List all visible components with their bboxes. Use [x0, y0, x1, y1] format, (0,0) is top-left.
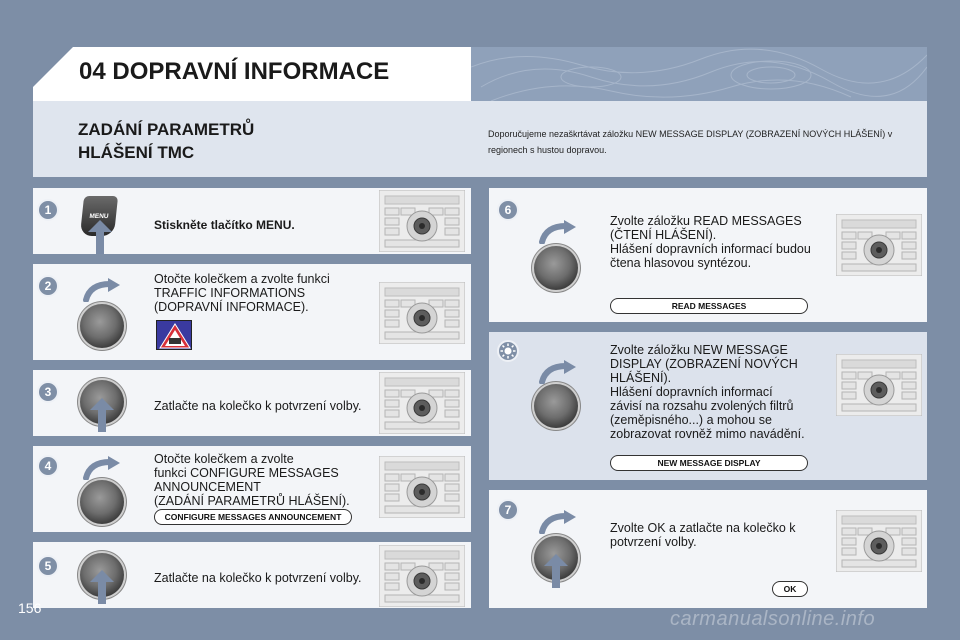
menu-button-label: MENU — [89, 213, 109, 220]
section-title — [78, 118, 254, 164]
step-7-line-2: potvrzení volby. — [610, 535, 697, 549]
press-arrow-icon — [88, 220, 112, 254]
step-3-badge: 3 — [37, 381, 59, 403]
step-6-badge: 6 — [497, 199, 519, 221]
step-3-text: Zatlačte na kolečko k potvrzení volby. — [154, 399, 362, 413]
recommendation-note: Doporučujeme nezaškrtávat záložku NEW MESSAGE DISPLAY (ZOBRAZENÍ NOVÝCH HLÁŠENÍ) v regionech s hustou dopravou. — [488, 129, 893, 155]
step-4-line-2: funkci CONFIGURE MESSAGES — [154, 466, 339, 480]
step-6-line-1: Zvolte záložku READ MESSAGES — [610, 214, 802, 228]
rotate-arrow-icon — [82, 278, 122, 302]
new-message-display-line-2: DISPLAY (ZOBRAZENÍ NOVÝCH — [610, 357, 798, 371]
console-icon — [836, 354, 922, 416]
new-message-display-text — [610, 343, 805, 441]
step-6-line-4: čtena hlasovou syntézou. — [610, 256, 752, 270]
console-icon — [379, 372, 465, 434]
step-7-text — [610, 521, 796, 549]
step-2-text — [154, 272, 330, 314]
rotary-knob[interactable] — [80, 480, 124, 524]
rotary-knob[interactable] — [80, 304, 124, 348]
step-6-line-3: Hlášení dopravních informací budou — [610, 242, 811, 256]
press-arrow-icon — [90, 570, 114, 604]
watermark: carmanualsonline.info — [670, 608, 876, 630]
console-icon — [379, 456, 465, 518]
rotate-arrow-icon — [538, 220, 578, 244]
page-number: 156 — [18, 600, 42, 616]
press-arrow-icon — [90, 398, 114, 432]
read-messages-tab[interactable]: READ MESSAGES — [610, 298, 808, 314]
step-4-line-3: ANNOUNCEMENT — [154, 480, 261, 494]
console-icon — [379, 545, 465, 607]
rotate-arrow-icon — [82, 456, 122, 480]
traffic-info-icon — [156, 320, 192, 350]
section-title-line-1: ZADÁNÍ PARAMETRŮ — [78, 120, 255, 139]
rotate-arrow-icon — [538, 510, 578, 534]
console-icon — [379, 282, 465, 344]
step-6-text — [610, 214, 811, 270]
step-2-line-1: Otočte kolečkem a zvolte funkci — [154, 272, 330, 286]
step-4-line-1: Otočte kolečkem a zvolte — [154, 452, 294, 466]
step-1-text: Stiskněte tlačítko MENU. — [154, 218, 295, 232]
new-message-display-line-5: závisí na rozsahu zvolených filtrů — [610, 399, 794, 413]
ok-button[interactable]: OK — [772, 581, 808, 597]
rotary-knob[interactable] — [534, 384, 578, 428]
step-7-line-1: Zvolte OK a zatlačte na kolečko k — [610, 521, 796, 535]
configure-messages-announcement-tab[interactable]: CONFIGURE MESSAGES ANNOUNCEMENT — [154, 509, 352, 525]
console-icon — [379, 190, 465, 252]
step-2-badge: 2 — [37, 275, 59, 297]
console-icon — [836, 510, 922, 572]
tip-badge — [497, 340, 519, 362]
sun-icon — [500, 343, 516, 359]
press-arrow-icon — [544, 554, 568, 588]
step-2-line-3: (DOPRAVNÍ INFORMACE). — [154, 300, 309, 314]
step-2-line-2: TRAFFIC INFORMATIONS — [154, 286, 306, 300]
new-message-display-line-1: Zvolte záložku NEW MESSAGE — [610, 343, 788, 357]
step-4-badge: 4 — [37, 455, 59, 477]
topographic-lines-decoration — [471, 47, 927, 101]
console-icon — [836, 214, 922, 276]
step-1-badge: 1 — [37, 199, 59, 221]
new-message-display-line-7: zobrazovat rovněž mimo navádění. — [610, 427, 805, 441]
step-4-text — [154, 452, 350, 508]
new-message-display-tab[interactable]: NEW MESSAGE DISPLAY — [610, 455, 808, 471]
step-4-line-4: (ZADÁNÍ PARAMETRŮ HLÁŠENÍ). — [154, 494, 350, 508]
step-6-line-2: (ČTENÍ HLÁŠENÍ). — [610, 228, 717, 242]
topographic-banner — [471, 47, 927, 101]
new-message-display-line-3: HLÁŠENÍ). — [610, 371, 672, 385]
rotate-arrow-icon — [538, 360, 578, 384]
page-title: 04 DOPRAVNÍ INFORMACE — [79, 58, 390, 85]
traffic-warning-icon — [157, 321, 193, 351]
step-5-text: Zatlačte na kolečko k potvrzení volby. — [154, 571, 362, 585]
rotary-knob[interactable] — [534, 246, 578, 290]
section-title-line-2: HLÁŠENÍ TMC — [78, 143, 195, 162]
step-5-badge: 5 — [37, 555, 59, 577]
step-7-badge: 7 — [497, 499, 519, 521]
new-message-display-line-4: Hlášení dopravních informací — [610, 385, 773, 399]
new-message-display-line-6: (zeměpisného...) a mohou se — [610, 413, 772, 427]
